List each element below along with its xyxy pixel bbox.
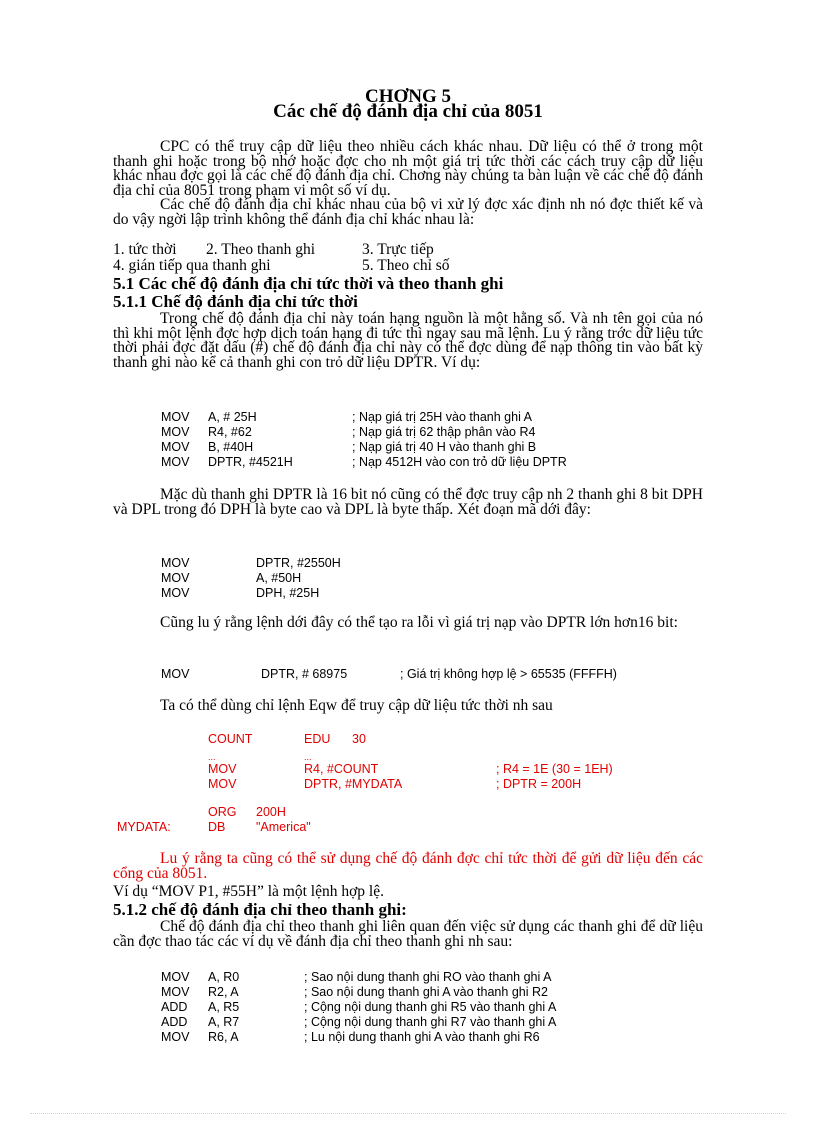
intro-paragraph-1: CPC có thể truy cập dữ liệu theo nhiều cách khác nhau. Dữ liệu có thể ở trong một thanh ghi hoặc trong bộ nhớ hoặc đợc cho nh một giá trị tức thời các cách truy cập dữ liệu khác nhau đợc gọi là các chế độ đánh địa chỉ. Chơng này chúng ta bàn luận về các chế độ đánh địa chỉ của 8051 trong phạm vi một số ví dụ.: [113, 138, 703, 199]
code-arg: DPTR, # 68975: [261, 667, 348, 681]
code-op: MOV: [161, 425, 190, 439]
section-5-1-1-title: 5.1.1 Chế độ đánh địa chỉ tức thời: [113, 292, 358, 311]
code-arg: DPTR, #4521H: [208, 455, 293, 469]
intro-section: [113, 140, 703, 228]
code-arg: DPTR, #2550H: [256, 556, 341, 570]
code-op: MOV: [161, 556, 190, 570]
code-op: DB: [208, 820, 226, 834]
code-comment: ; Nạp 4512H vào con trỏ dữ liệu DPTR: [352, 455, 567, 469]
code-op: MOV: [161, 571, 190, 585]
code-op: MOV: [161, 1030, 190, 1044]
code-arg: A, R5: [208, 1000, 240, 1014]
code-op: MOV: [161, 985, 190, 999]
section-5-1-2-title: 5.1.2 chế độ đánh địa chỉ theo thanh ghi:: [113, 900, 407, 919]
code-comment: ; Sao nội dung thanh ghi A vào thanh ghi R2: [304, 985, 548, 999]
section-5-1-1-paragraph-3: Cũng lu ý rằng lệnh dới đây có thể tạo ra lỗi vì giá trị nạp vào DPTR lớn hơn16 bit:: [160, 614, 678, 631]
code-arg: R6, A: [208, 1030, 239, 1044]
code-op: MOV: [161, 667, 190, 681]
code-label: COUNT: [208, 732, 253, 746]
code-arg: 200H: [256, 805, 286, 819]
section-5-1-1-paragraph-red: Lu ý rằng ta cũng có thể sử dụng chế độ đánh đợc chỉ tức thời để gửi dữ liệu đến các cổng của 8051.: [113, 850, 703, 882]
code-arg: A, R7: [208, 1015, 240, 1029]
code-arg: DPH, #25H: [256, 586, 320, 600]
chapter-number: CHƠNG 5: [364, 86, 452, 107]
code-arg: A, R0: [208, 970, 240, 984]
code-op: MOV: [208, 777, 237, 791]
mode-4: 4. gián tiếp qua thanh ghi: [113, 257, 271, 274]
code-comment: ; Lu nội dung thanh ghi A vào thanh ghi R6: [304, 1030, 540, 1044]
mode-1: 1. tức thời: [113, 241, 177, 258]
code-comment: ; Cộng nội dung thanh ghi R7 vào thanh ghi A: [304, 1015, 557, 1029]
code-op: MOV: [161, 410, 190, 424]
code-comment: ; Nạp giá trị 62 thập phân vào R4: [352, 425, 536, 439]
code-arg: 30: [352, 732, 366, 746]
mode-3: 3. Trực tiếp: [362, 241, 434, 258]
code-arg: "America": [256, 820, 311, 834]
code-comment: ; Nạp giá trị 25H vào thanh ghi A: [352, 410, 532, 424]
code-op: MOV: [161, 455, 190, 469]
code-op: MOV: [208, 762, 237, 776]
code-op: ORG: [208, 805, 237, 819]
section-5-1-1-paragraph-4: Ta có thể dùng chỉ lệnh Eqw để truy cập dữ liệu tức thời nh sau: [160, 697, 553, 714]
page-bottom-divider: [30, 1113, 786, 1114]
code-label: MYDATA:: [117, 820, 171, 834]
code-comment: ; R4 = 1E (30 = 1EH): [496, 762, 613, 776]
code-arg: A, #50H: [256, 571, 302, 585]
code-arg: R4, #62: [208, 425, 252, 439]
section-5-1-1-example: Ví dụ “MOV P1, #55H” là một lệnh hợp lệ.: [113, 883, 384, 900]
chapter-title: Các chế độ đánh địa chỉ của 8051: [273, 101, 543, 122]
code-comment: ; Sao nội dung thanh ghi RO vào thanh ghi A: [304, 970, 552, 984]
mode-2: 2. Theo thanh ghi: [206, 241, 316, 258]
section-5-1-1-paragraph-2: Mặc dù thanh ghi DPTR là 16 bit nó cũng có thể đợc truy cập nh 2 thanh ghi 8 bit DPH và DPL trong đó DPH là byte cao và DPL là byte thấp. Xét đoạn mã dới đây:: [113, 486, 703, 518]
code-op: MOV: [161, 440, 190, 454]
code-op: ADD: [161, 1000, 188, 1014]
code-op: MOV: [161, 970, 190, 984]
intro-paragraph-2: Các chế độ đánh địa chỉ khác nhau của bộ vi xử lý đợc xác định nh nó đợc thiết kế và do vậy ngời lập trình không thể đánh địa chỉ khác nhau là:: [113, 196, 703, 228]
section-5-1-title: 5.1 Các chế độ đánh địa chỉ tức thời và theo thanh ghi: [113, 274, 504, 293]
code-comment: ; Nạp giá trị 40 H vào thanh ghi B: [352, 440, 537, 454]
code-op: EDU: [304, 732, 331, 746]
code-comment: ; Cộng nội dung thanh ghi R5 vào thanh ghi A: [304, 1000, 557, 1014]
section-5-1-1-paragraph-1: Trong chế độ đánh địa chỉ này toán hạng nguồn là một hằng số. Và nh tên gọi của nó thì khi một lệnh đợc hợp dịch toán hạng đi tức thì ngay sau mã lệnh. Lu ý rằng trớc dữ liệu tức thời phải đợc đặt dấu (#) chế độ đánh địa chỉ này có thể đợc dùng để nạp thông tin vào bất kỳ thanh ghi nào kể cả thanh ghi con trỏ dữ liệu DPTR. Ví dụ:: [113, 310, 703, 371]
code-arg: R4, #COUNT: [304, 762, 379, 776]
code-comment: ; Giá trị không hợp lệ > 65535 (FFFFH): [400, 667, 617, 681]
section-5-1-2-paragraph-1: Chế độ đánh địa chỉ theo thanh ghi liên quan đến việc sử dụng các thanh ghi để dữ liệu cần đợc thao tác các ví dụ về đánh địa chỉ theo thanh ghi nh sau:: [113, 918, 703, 950]
code-ellipsis: ...: [208, 752, 216, 762]
mode-5: 5. Theo chỉ số: [362, 257, 450, 274]
code-arg: DPTR, #MYDATA: [304, 777, 403, 791]
code-op: MOV: [161, 586, 190, 600]
code-arg: B, #40H: [208, 440, 254, 454]
code-comment: ; DPTR = 200H: [496, 777, 582, 791]
code-arg: R2, A: [208, 985, 239, 999]
code-op: ADD: [161, 1015, 188, 1029]
code-ellipsis: ...: [304, 752, 312, 762]
code-arg: A, # 25H: [208, 410, 257, 424]
